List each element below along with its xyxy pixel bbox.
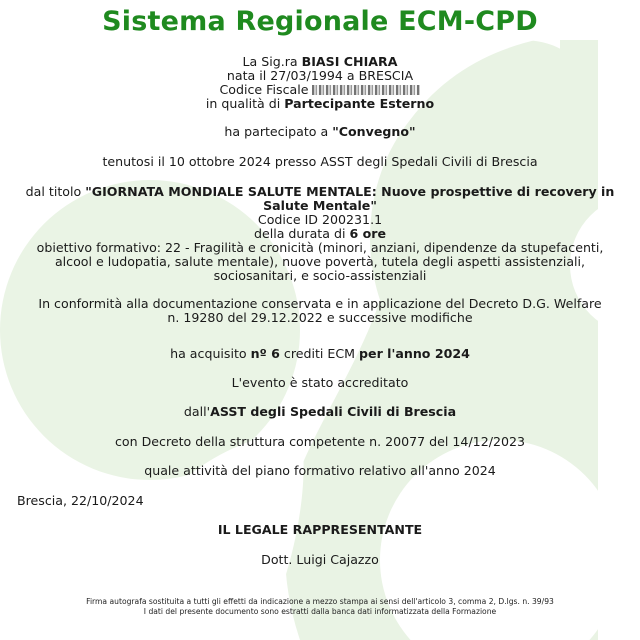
credits-label: crediti ECM bbox=[283, 346, 356, 361]
footer-line-2: I dati del presente documento sono estratti dalla banca dati informatizzata della Formazione bbox=[143, 607, 497, 616]
event-title-line-2 bbox=[0, 198, 640, 213]
participant-name: BIASI CHIARA bbox=[301, 54, 398, 69]
event-type: "Convegno" bbox=[332, 124, 416, 139]
plan-line: quale attività del piano formativo relativo all'anno 2024 bbox=[144, 463, 496, 478]
fiscal-code-line bbox=[0, 82, 640, 97]
fiscal-code-redacted bbox=[312, 85, 420, 95]
conformity-line-2: n. 19280 del 29.12.2022 e successive modifiche bbox=[167, 310, 473, 325]
title-prefix: dal titolo bbox=[25, 184, 82, 199]
footer-line-1: Firma autografa sostituita a tutti gli effetti da indicazione a mezzo stampa ai sensi dell'articolo 3, comma 2, D.lgs. n. 39/93 bbox=[86, 597, 554, 606]
event-title: "GIORNATA MONDIALE SALUTE MENTALE: Nuove prospettive di recovery in bbox=[85, 184, 615, 199]
participated-prefix: ha partecipato a bbox=[224, 124, 329, 139]
objective-line-2: alcool e ludopatia, salute mentale), nuove povertà, tutela degli aspetti assistenziali, bbox=[54, 254, 586, 269]
event-duration: 6 ore bbox=[349, 226, 387, 241]
event-code-id: Codice ID 200231.1 bbox=[257, 212, 383, 227]
birth-line: nata il 27/03/1994 a BRESCIA bbox=[226, 68, 414, 83]
objective-line-3: sociosanitari, e socio-assistenziali bbox=[213, 268, 427, 283]
duration-prefix: della durata di bbox=[253, 226, 346, 241]
credits-prefix: ha acquisito bbox=[170, 346, 247, 361]
place-date: Brescia, 22/10/2024 bbox=[17, 493, 144, 508]
accredited-by-line bbox=[0, 404, 640, 419]
participation-line bbox=[0, 124, 640, 139]
credits-line bbox=[0, 346, 640, 361]
page-title: Sistema Regionale ECM-CPD bbox=[102, 6, 538, 37]
credits-year: per l'anno 2024 bbox=[359, 346, 470, 361]
participant-role: Partecipante Esterno bbox=[284, 96, 435, 111]
fiscal-code-label: Codice Fiscale bbox=[219, 82, 309, 97]
credits-count: nº 6 bbox=[250, 346, 280, 361]
event-title-cont: Salute Mentale" bbox=[263, 198, 377, 213]
role-line bbox=[0, 96, 640, 111]
accredited-by-prefix: dall' bbox=[183, 404, 211, 419]
accrediting-entity: ASST degli Spedali Civili di Brescia bbox=[210, 404, 457, 419]
signatory-name: Dott. Luigi Cajazzo bbox=[261, 552, 379, 567]
duration-line bbox=[0, 226, 640, 241]
role-prefix: in qualità di bbox=[205, 96, 281, 111]
conformity-line-1: In conformità alla documentazione conservata e in applicazione del Decreto D.G. Welfare bbox=[38, 296, 602, 311]
decree-line: con Decreto della struttura competente n. 20077 del 14/12/2023 bbox=[114, 434, 526, 449]
held-line: tenutosi il 10 ottobre 2024 presso ASST degli Spedali Civili di Brescia bbox=[102, 154, 538, 169]
objective-line-1: obiettivo formativo: 22 - Fragilità e cronicità (minori, anziani, dipendenze da stupefacenti, bbox=[36, 240, 604, 255]
participant-name-line bbox=[0, 54, 640, 69]
signatory-role: IL LEGALE RAPPRESENTANTE bbox=[217, 522, 423, 537]
salutation: La Sig.ra bbox=[242, 54, 298, 69]
accredited-line: L'evento è stato accreditato bbox=[231, 375, 409, 390]
event-title-line-1 bbox=[0, 184, 640, 199]
